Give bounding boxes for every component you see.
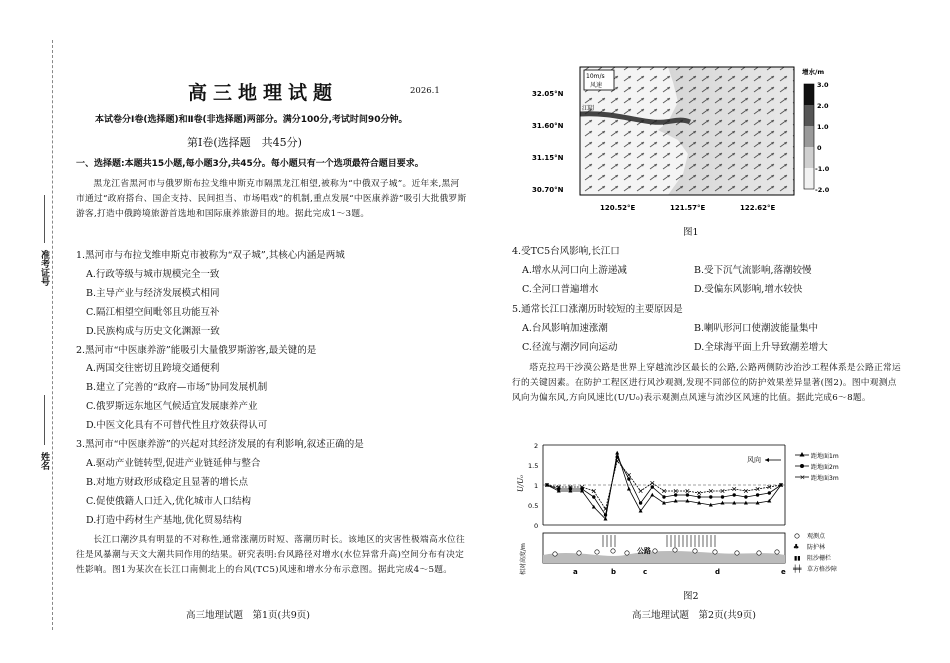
colorbar-seg-5 [804,168,814,189]
colorbar-val-5: -1.0 [815,165,830,173]
series-line-1 [547,453,781,519]
river-label: 江阴 [582,105,595,112]
colorbar-seg-2 [804,105,814,126]
q1-option-c: C.隔江相望空间毗邻且功能互补 [86,307,220,318]
legend2-checkerboard: 草方格沙障 [807,566,838,573]
fig2-ytick-1: 1 [534,482,539,490]
legend2-observation-icon [795,534,799,538]
data-point-s1-7 [615,451,619,455]
data-point-s2-18 [744,495,747,498]
question-4: 4.受TC5台风影响,长江口 [512,246,620,257]
figure1-map [518,62,838,222]
legend-3m: 距地面3m [811,475,839,482]
colorbar-val-2: 2.0 [817,102,829,110]
legend2-checkerboard-icon: ╪╪ [793,565,802,573]
q4-option-c: C.全河口普遍增水 [522,284,599,295]
q4-option-a: A.增水从河口向上游递减 [522,265,627,276]
colorbar-seg-4 [804,147,814,168]
data-point-s2-19 [756,493,759,496]
legend-2m: 距地面2m [811,464,839,471]
page2-footer: 高三地理试题 第2页(共9页) [632,610,757,621]
zone-b: b [611,568,617,576]
colorbar-val-6: -2.0 [815,186,830,194]
q3-option-c: C.促使俄籍人口迁入,优化城市人口结构 [86,496,251,507]
data-point-s3-5 [592,489,596,493]
passage-2: 长江口潮汐具有明显的不对称性,通常涨潮历时短、落潮历时长。该地区的灾害性极端高水位往往是风暴潮与天文大潮共同作用的结果。研究表明:台风路径对增水(水位异常升高)空间分布有决定性影响。图1为某次在长江口南侧北上的台风(TC5)风速和增水分布示意图。据此完成4～5题。 [76,535,465,575]
legend2-fence: 阻沙栅栏 [807,555,832,562]
figure2-chart [515,437,845,587]
exam-date: 2026.1 [410,86,440,96]
legend-marker-2m [800,464,804,468]
legend-1m: 距地面1m [811,453,839,460]
q5-option-b: B.喇叭形河口使潮波能量集中 [694,323,819,334]
name-line [44,395,45,445]
colorbar-val-1: 3.0 [817,81,829,89]
data-point-s3-16 [721,489,725,493]
data-point-s2-14 [697,495,700,498]
data-point-s3-9 [639,489,643,493]
zone-d: d [715,568,721,576]
fig2-ytick-0: 0 [534,522,539,530]
data-point-s3-14 [697,491,701,495]
fig2-ylabel-bottom: 相对高度/m [520,543,527,575]
data-point-s3-15 [709,489,713,493]
data-point-s3-10 [651,481,655,485]
data-point-s2-8 [627,477,630,480]
data-point-s2-16 [721,495,724,498]
q2-option-c: C.俄罗斯远东地区气候适宜发展康养产业 [86,401,258,412]
scale-label: 10m/s [586,73,605,80]
fig2-ytick-2: 2 [534,442,539,450]
question-1: 1.黑河市与布拉戈维申斯克市被称为“双子城”,其核心内涵是两城 [76,250,345,261]
shelterbelt-trees [603,535,715,547]
data-point-s2-9 [639,501,642,504]
zone-a: a [573,568,578,576]
data-point-s2-20 [768,491,771,494]
data-point-s2-7 [616,455,619,458]
figure1-caption: 图1 [683,227,699,238]
data-point-s3-8 [627,473,631,477]
data-point-s2-10 [651,485,654,488]
fig2-ytick-15: 1.5 [528,462,539,470]
fig2-legend [795,452,839,482]
lon-label-3: 122.62°E [740,204,776,212]
data-point-s2-6 [604,513,607,516]
legend-marker-3m: × [799,473,806,482]
exam-number-label: 准考证号 [39,250,49,286]
q4-option-d: D.受偏东风影响,增水较快 [694,284,803,295]
lat-label-2: 31.60°N [532,122,564,130]
q1-option-b: B.主导产业与经济发展模式相同 [86,288,220,299]
colorbar-val-4: 0 [817,144,822,152]
colorbar-title: 增水/m [802,68,825,76]
lon-label-2: 121.57°E [670,204,706,212]
q3-option-a: A.驱动产业链转型,促进产业链延伸与整合 [86,458,261,469]
q3-option-d: D.打造中药材生产基地,优化贸易结构 [86,515,242,526]
legend2-observation: 观测点 [807,533,826,540]
data-point-s2-15 [709,495,712,498]
wind-label: 风向 [747,456,761,464]
data-point-s1-8 [627,487,631,491]
name-label: 姓名 [39,452,49,470]
section-instruction: 一、选择题:本题共15小题,每小题3分,共45分。每小题只有一个选项最符合题目要求。 [76,159,424,169]
page1-footer: 高三地理试题 第1页(共9页) [186,610,311,621]
lat-label-3: 31.15°N [532,154,564,162]
q5-option-d: D.全球海平面上升导致潮差增大 [694,342,828,353]
q1-option-d: D.民族构成与历史文化渊源一致 [86,326,220,337]
figure2-caption: 图2 [683,591,699,602]
colorbar-seg-1 [804,84,814,105]
data-point-s2-5 [592,495,595,498]
question-2: 2.黑河市“中医康养游”能吸引大量俄罗斯游客,最关键的是 [76,345,317,356]
data-point-s2-12 [674,493,677,496]
lat-label-4: 30.70°N [532,186,564,194]
road-label: 公路 [637,547,651,555]
q2-option-a: A.两国交往密切且跨境交通便利 [86,363,220,374]
question-5: 5.通常长江口涨潮历时较短的主要原因是 [512,304,683,315]
scale-caption: 风速 [590,82,603,89]
q5-option-a: A.台风影响加速涨潮 [522,323,608,334]
fig2-ylabel: U/U₀ [517,475,525,492]
exam-instructions: 本试卷分Ⅰ卷(选择题)和Ⅱ卷(非选择题)两部分。满分100分,考试时间90分钟。 [95,115,408,125]
legend2-fence-icon: ▮▮ [794,555,801,562]
legend2-forest-icon: ♣ [793,543,800,551]
series-line-2 [547,457,781,515]
passage-1: 黑龙江省黑河市与俄罗斯布拉戈维申斯克市隔黑龙江相望,被称为“中俄双子城”。近年来,黑河市通过“政府搭台、国企支持、民间担当、市场唱戏”的机制,重点发展“中医康养游”吸引大批俄罗斯游客,打造中俄跨境旅游首选地和国际康养旅游目的地。据此完成1～3题。 [76,179,467,219]
q3-option-b: B.对地方财政形成稳定且显著的增长点 [86,477,249,488]
question-3: 3.黑河市“中医康养游”的兴起对其经济发展的有利影响,叙述正确的是 [76,439,364,450]
fig2-ytick-05: 0.5 [528,502,539,510]
exam-number-line [44,195,45,243]
page-title: 高三地理试题 [188,82,339,104]
lon-label-1: 120.52°E [600,204,636,212]
colorbar-val-3: 1.0 [817,123,829,131]
legend2-forest: 防护林 [807,544,826,551]
data-point-s2-11 [662,495,665,498]
q4-option-b: B.受下沉气流影响,落潮较慢 [694,265,812,276]
zone-e: e [781,568,786,576]
left-margin-divider [52,40,53,630]
q5-option-c: C.径流与潮汐同向运动 [522,342,618,353]
q2-option-d: D.中医文化具有不可替代性且疗效获得认可 [86,420,268,431]
colorbar-seg-3 [804,126,814,147]
section-title: 第Ⅰ卷(选择题 共45分) [187,136,302,149]
lat-label-1: 32.05°N [532,90,564,98]
data-point-s2-13 [686,493,689,496]
data-point-s1-10 [650,493,654,497]
legend-marker-1m [800,452,805,457]
data-point-s2-17 [733,493,736,496]
q2-option-b: B.建立了完善的“政府—市场”协同发展机制 [86,382,268,393]
passage-3: 塔克拉玛干沙漠公路是世界上穿越流沙区最长的公路,公路两侧防沙治沙工程体系是公路正常运行的关键因素。在防护工程区进行风沙观测,发现不同部位的防护效果差异显著(图2)。图中观测点风向为偏东风,方向风速比(U/U₀)表示观测点风速与流沙区风速的比值。据此完成6～8题。 [512,363,901,403]
q1-option-a: A.行政等级与城市规模完全一致 [86,269,220,280]
zone-c: c [643,568,648,576]
